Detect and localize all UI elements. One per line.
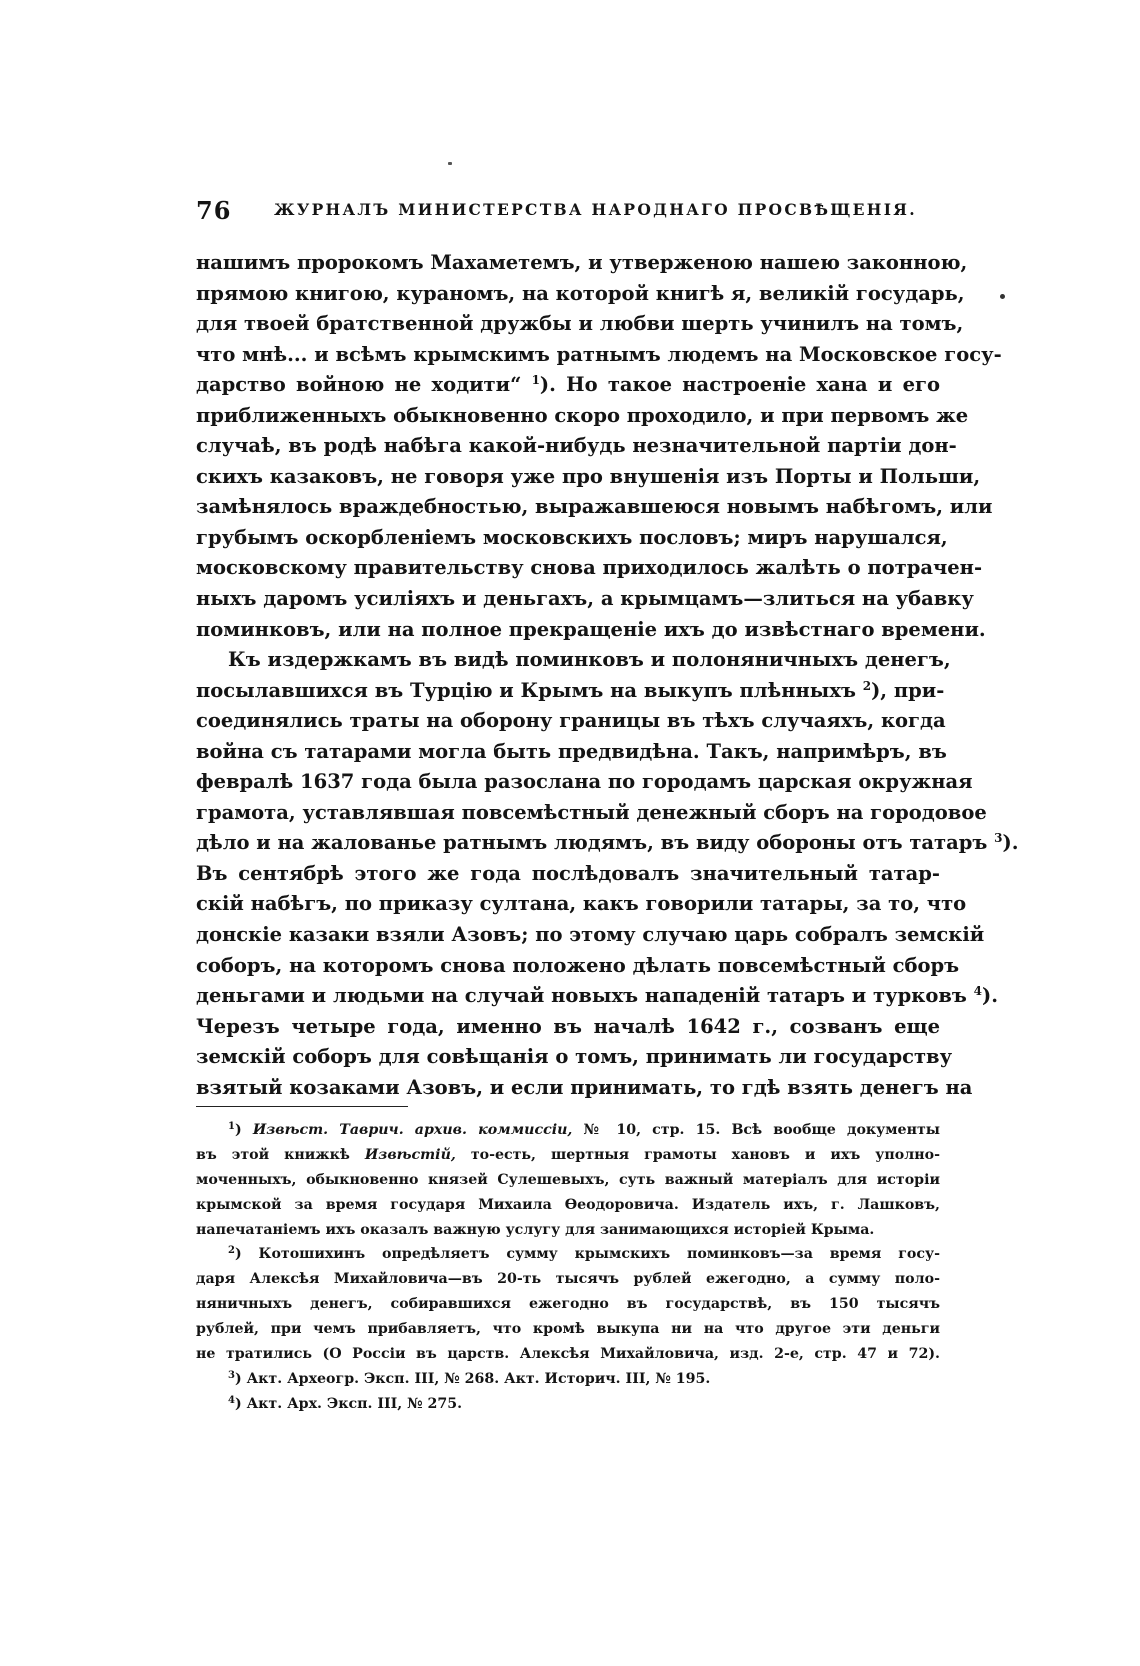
text-line: прямою книгою, кураномъ, на которой книгѣ я, великій государь, xyxy=(196,281,965,305)
text-line xyxy=(196,828,1019,859)
footnote-line: рублей, при чемъ прибавляетъ, что кромѣ выкупа ни на что другое эти деньги xyxy=(196,1321,940,1338)
text-segment: ), при- xyxy=(871,678,945,702)
text-line: февралѣ 1637 года была разослана по городамъ царская окружная xyxy=(196,770,973,794)
text-segment: то-есть, шертныя грамоты хановъ и ихъ уполно- xyxy=(470,1146,940,1163)
text-line: Къ издержкамъ въ видѣ поминковъ и полоняничныхъ денегъ, xyxy=(228,648,951,672)
text-line: Въ сентябрѣ этого же года послѣдовалъ значительный татар- xyxy=(196,861,940,885)
text-segment: ). Но такое настроеніе хана и его xyxy=(539,373,940,397)
text-line: скій набѣгъ, по приказу султана, какъ говорили татары, за то, что xyxy=(196,892,967,916)
text-segment: въ этой книжкѣ xyxy=(196,1146,350,1163)
text-segment: дѣло и на жалованье ратнымъ людямъ, въ виду обороны отъ татаръ xyxy=(196,831,988,855)
footnote-source: Извѣст. Таврич. архив. коммиссіи, xyxy=(252,1122,573,1138)
running-title: ЖУРНАЛЪ МИНИСТЕРСТВА НАРОДНАГО ПРОСВѢЩЕНІЯ. xyxy=(274,200,917,219)
footnote-line: даря Алексѣя Михайловича—въ 20-ть тысячъ рублей ежегодно, а сумму поло- xyxy=(196,1271,940,1288)
text-segment: ). xyxy=(1002,831,1019,855)
footnote-line: напечатаніемъ ихъ оказалъ важную услугу для занимающихся исторіей Крыма. xyxy=(196,1221,875,1238)
footnote-line: няничныхъ денегъ, собиравшихся ежегодно въ государствѣ, въ 150 тысячъ xyxy=(196,1296,940,1313)
text-line: для твоей братственной дружбы и любви шерть учинилъ на томъ, xyxy=(196,312,964,336)
text-segment: Акт. Арх. Эксп. III, № 275. xyxy=(246,1395,463,1412)
text-line: случаѣ, въ родѣ набѣга какой-нибудь незначительной партіи дон- xyxy=(196,434,957,458)
footnote-mark: 4 xyxy=(228,1394,235,1406)
text-line: земскій соборъ для совѣщанія о томъ, принимать ли государству xyxy=(196,1045,953,1069)
note-ref: 4 xyxy=(973,984,982,999)
ink-speck xyxy=(448,162,452,165)
text-segment: Извѣстій, xyxy=(364,1146,456,1163)
footnote-mark: 2 xyxy=(228,1245,235,1257)
text-line: поминковъ, или на полное прекращеніе ихъ до извѣстнаго времени. xyxy=(196,617,986,641)
note-ref: 1 xyxy=(531,373,540,388)
text-segment: посылавшихся въ Турцію и Крымъ на выкупъ плѣнныхъ xyxy=(196,678,856,702)
page-header xyxy=(196,196,940,228)
text-line: скихъ казаковъ, не говоря уже про внушенія изъ Порты и Польши, xyxy=(196,464,981,488)
footnotes xyxy=(196,1118,940,1417)
note-ref: 3 xyxy=(994,831,1003,846)
footnote-line xyxy=(196,1143,940,1168)
footnote-mark: 3 xyxy=(228,1369,235,1381)
text-segment: деньгами и людьми на случай новыхъ нападеній татаръ и турковъ xyxy=(196,984,967,1008)
text-line: ныхъ даромъ усиліяхъ и деньгахъ, а крымцамъ—злиться на убавку xyxy=(196,587,974,611)
footnote-line: $^4$) Акт. Арх. Эксп. III, № 275. xyxy=(228,1394,463,1412)
text-line: взятый козаками Азовъ, и если принимать, то гдѣ взять денегъ на xyxy=(196,1075,973,1099)
text-line: Черезъ четыре года, именно въ началѣ 1642 г., созванъ еще xyxy=(196,1014,940,1038)
footnote-line: не тратились (О Россіи въ царств. Алексѣя Михайловича, изд. 2-е, стр. 47 и 72). xyxy=(196,1346,940,1363)
text-line: приближенныхъ обыкновенно скоро проходило, и при первомъ же xyxy=(196,403,969,427)
text-line: московскому правительству снова приходилось жалѣть о потрачен- xyxy=(196,556,983,580)
footnote-line: крымской за время государя Михаила Ѳеодоровича. Издатель ихъ, г. Лашковъ, xyxy=(196,1196,940,1213)
text-line: грамота, уставлявшая повсемѣстный денежный сборъ на городовое xyxy=(196,800,987,824)
footnote-mark: 1 xyxy=(228,1121,235,1132)
text-line xyxy=(196,370,940,401)
footnote-rule xyxy=(196,1106,408,1107)
text-line: грубымъ оскорбленіемъ московскихъ пословъ; миръ нарушался, xyxy=(196,525,948,549)
text-line: нашимъ пророкомъ Махаметемъ, и утверженою нашею законною, xyxy=(196,251,968,274)
footnote-line: моченныхъ, обыкновенно князей Сулешевыхъ, суть важный матеріалъ для исторіи xyxy=(196,1171,940,1188)
text-line: соборъ, на которомъ снова положено дѣлать повсемѣстный сборъ xyxy=(196,953,960,977)
text-line xyxy=(196,676,945,707)
text-line: донскіе казаки взяли Азовъ; по этому случаю царь собралъ земскій xyxy=(196,923,985,947)
body-text xyxy=(196,248,1019,1103)
footnote-line: $^2$) Котошихинъ опредѣляетъ сумму крымскихъ поминковъ—за время госу- xyxy=(228,1245,940,1263)
text-line: замѣнялось враждебностью, выражавшеюся новымъ набѣгомъ, или xyxy=(196,495,993,519)
note-ref: 2 xyxy=(862,678,872,693)
text-segment: ). xyxy=(982,984,999,1008)
text-line: соединялись траты на оборону границы въ тѣхъ случаяхъ, когда xyxy=(196,709,946,733)
text-line: что мнѣ... и всѣмъ крымскимъ ратнымъ людемъ на Московское госу- xyxy=(196,342,1002,366)
text-segment: Акт. Археогр. Эксп. III, № 268. Акт. Историч. III, № 195. xyxy=(246,1370,711,1387)
text-segment: дарство войною не ходити“ xyxy=(196,373,522,397)
text-segment: Котошихинъ опредѣляетъ сумму крымскихъ поминковъ—за время госу- xyxy=(258,1246,940,1263)
footnote-line: $^3$) Акт. Археогр. Эксп. III, № 268. Акт. Историч. III, № 195. xyxy=(228,1369,711,1387)
text-line: война съ татарами могла быть предвидѣна. Такъ, напримѣръ, въ xyxy=(196,739,947,763)
margin-ink-dot xyxy=(1000,294,1005,299)
footnote-line: $^1$) Извѣст. Таврич. архив. коммиссіи, № 10, стр. 15. Всѣ вообще документы xyxy=(228,1121,940,1138)
text-line xyxy=(196,981,999,1012)
page-number: 76 xyxy=(196,196,232,225)
text-segment: № 10, стр. 15. Всѣ вообще документы xyxy=(583,1122,940,1138)
